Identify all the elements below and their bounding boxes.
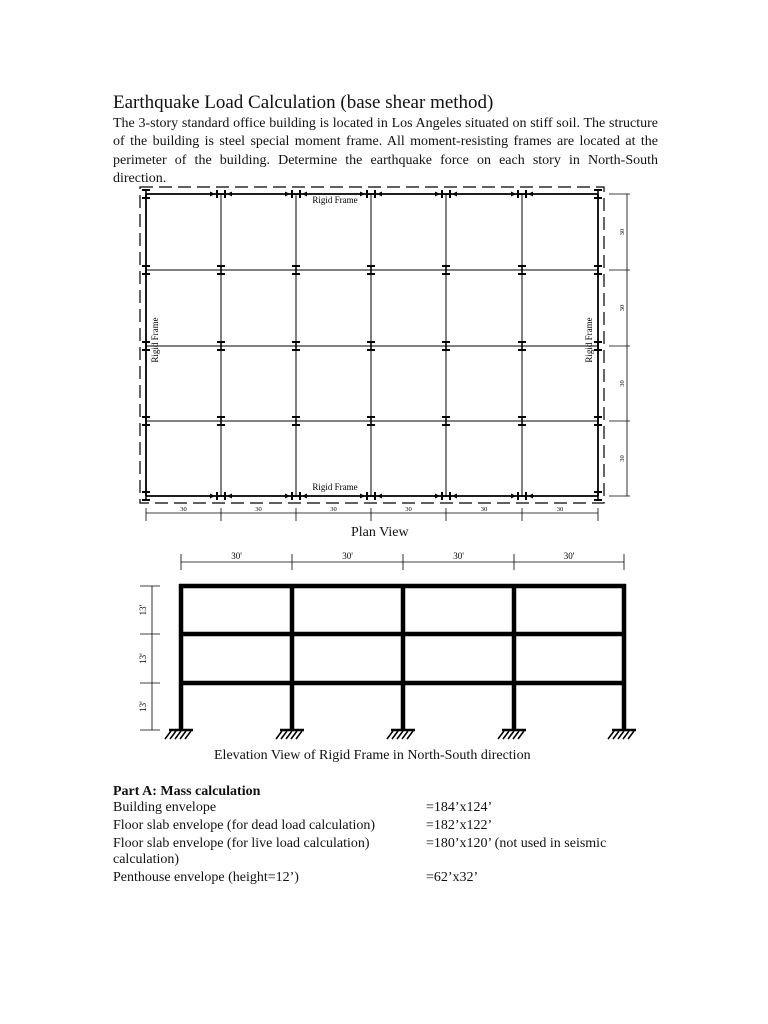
elevation-view-drawing — [138, 551, 636, 739]
plan-columns — [142, 190, 602, 500]
plan-bay-dimension-x: 30 — [330, 506, 337, 513]
building-envelope-outline — [140, 187, 604, 503]
rigid-frame-label-left: Rigid Frame — [150, 317, 160, 363]
elevation-bay-dimension: 30' — [453, 551, 464, 561]
fixed-support — [498, 730, 526, 739]
document-title: Earthquake Load Calculation (base shear method) — [113, 92, 494, 113]
plan-bay-dimension-y: 30 — [619, 228, 626, 236]
fixed-support — [165, 730, 193, 739]
fixed-support — [608, 730, 636, 739]
problem-statement: The 3-story standard office building is located in Los Angeles situated on stiff soil. The structure of the building is steel special moment frame. All moment-resisting frames are located at the perimeter of the building. Determine the earthquake force on each story in North-South direction. — [113, 116, 658, 186]
story-height-dimension: 13' — [138, 604, 148, 616]
document-page: Earthquake Load Calculation (base shear method) The 3-story standard office building is located in Los Angeles situated on stiff soil. The structure of the building is steel special moment frame. All moment-resisting frames are located at the perimeter of the building. Determine the earthquake force on each story in North-South direction. 30 30 30 30 30 30 30 30 30 30 Rigid Frame Rigid Frame Rigid Frame Rigid Frame 30' 30' 30' 30' 13' 13' 13' Plan View Elevation View of Rigid Frame in North-South direction Part A: Mass calculation Building envelope =184’x124’ Floor slab envelope (for dead load calculation) =182’x122’ Floor slab envelope (for live load calculation) =180’x120’ (not used in seismic calculation) Penthouse envelope (height=12’) =62’x32’ — [0, 0, 768, 1024]
story-height-dimension: 13' — [138, 701, 148, 712]
rigid-frame-label-right: Rigid Frame — [584, 317, 594, 363]
rigid-frame-label-bottom: Rigid Frame — [312, 482, 358, 492]
fixed-support — [276, 730, 304, 739]
elevation-view-caption: Elevation View of Rigid Frame in North-South direction — [214, 748, 531, 763]
plan-dimensions — [146, 194, 630, 521]
elevation-bay-dimension: 30' — [563, 551, 575, 561]
plan-bay-dimension-x: 30 — [405, 506, 412, 513]
elevation-bay-dimension: 30' — [231, 551, 242, 561]
plan-bay-dimension-x: 30 — [480, 506, 488, 513]
part-a-heading: Part A: Mass calculation — [113, 784, 261, 799]
plan-bay-dimension-x: 30 — [180, 506, 187, 513]
plan-bay-dimension-x: 30 — [556, 506, 564, 513]
plan-view-caption: Plan View — [351, 525, 409, 540]
rigid-frame-label-top: Rigid Frame — [312, 195, 358, 205]
plan-bay-dimension-y: 30 — [619, 304, 626, 312]
plan-grid — [140, 187, 604, 503]
story-height-dimension: 13' — [138, 653, 148, 664]
plan-bay-dimension-x: 30 — [255, 506, 262, 513]
plan-bay-dimension-y: 30 — [619, 455, 626, 462]
plan-bay-dimension-y: 30 — [619, 380, 626, 387]
fixed-support — [387, 730, 415, 739]
elevation-bay-dimension: 30' — [342, 551, 353, 561]
